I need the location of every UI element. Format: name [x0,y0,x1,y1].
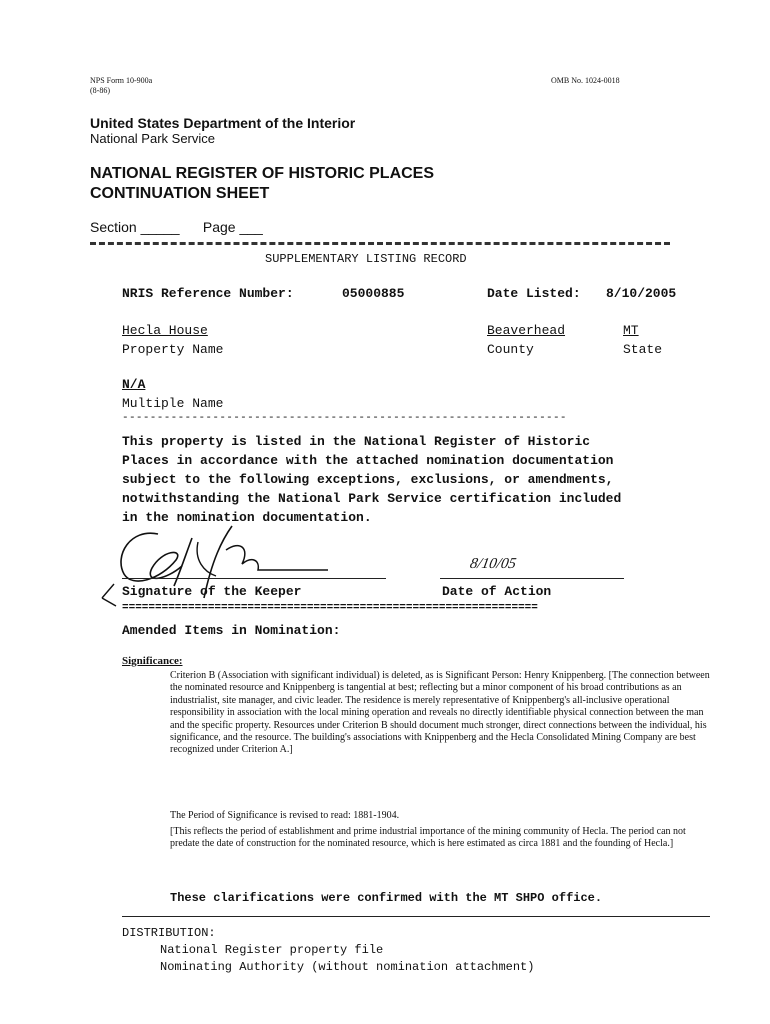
agency-name: National Park Service [90,131,215,146]
dash-divider: ---------------------------------------------------------------- [122,412,567,424]
distribution-item: National Register property file [160,943,384,957]
signature-label: Signature of the Keeper [122,584,302,599]
county-label: County [487,342,534,357]
amended-items-label: Amended Items in Nomination: [122,623,341,638]
property-name-label: Property Name [122,342,224,357]
page-title: NATIONAL REGISTER OF HISTORIC PLACES [90,165,435,182]
form-date-text: (8-86) [90,86,110,95]
listing-statement: This property is listed in the National Register of Historic Places in accordance with the attached nomination documentation subject to the following exceptions, exclusions, or amendments, notwithstanding the National Park Service certification included in the nomination documentation. [122,434,622,525]
form-number [90,76,152,96]
period-explanation: [This reflects the period of establishment and prime industrial importance of the mining community of Hecla. The period can not predate the date of construction for the nominated resource, which is here estimated as circa 1881 and the founding of Hecla.] [170,826,686,850]
property-name-value: Hecla House [122,323,208,338]
state-label: State [623,342,663,357]
shpo-confirmation: These clarifications were confirmed with the MT SHPO office. [170,891,603,905]
signature-line [122,578,386,579]
form-number-text: NPS Form 10-900a [90,76,153,85]
distribution-item: Nominating Authority (without nomination attachment) [160,960,535,974]
record-heading: SUPPLEMENTARY LISTING RECORD [265,252,467,266]
multiple-name-value: N/A [122,377,146,392]
equals-divider: =============================================================== [122,602,538,614]
significance-paragraph: Criterion B (Association with significant individual) is deleted, as is Significant Person: Henry Knippenberg. [The connection between the nominated resource and Knippenberg is tangential at best; reflecting but a minor component of his broad contributions as an industrialist, site manager, and civic leader. The residence is merely representative of Knippenberg's all-inclusive operational responsibility in association with the local mining operation and reveals no directly identifiable physical connection between the man and the specific property. Resources under Criterion B should document much stronger, direct connections between the individual, his significance, and the resource. The building's associations with Knippenberg and the Hecla Consolidated Mining Company are best recognized under Criterion A.] [170,670,710,756]
period-revision: The Period of Significance is revised to read: 1881-1904. [170,810,400,821]
county-value: Beaverhead [487,323,566,338]
action-date-handwritten: 8/10/05 [468,556,518,572]
department-name: United States Department of the Interior [90,115,356,131]
section-page-line: Section _____ Page ___ [90,219,263,235]
date-of-action-label: Date of Action [442,584,552,599]
date-listed-value: 8/10/2005 [606,286,677,301]
page-subtitle: CONTINUATION SHEET [90,185,270,202]
date-line [440,578,624,579]
nris-value: 05000885 [342,286,405,301]
state-value: MT [623,323,639,338]
significance-heading: Significance: [122,655,183,667]
multiple-name-label: Multiple Name [122,396,224,411]
distribution-heading: DISTRIBUTION: [122,926,216,940]
date-listed-label: Date Listed: [487,286,581,301]
omb-number: OMB No. 1024-0018 [551,76,620,85]
header-divider [90,242,670,245]
distribution-divider [122,916,710,917]
nris-label: NRIS Reference Number: [122,286,294,301]
